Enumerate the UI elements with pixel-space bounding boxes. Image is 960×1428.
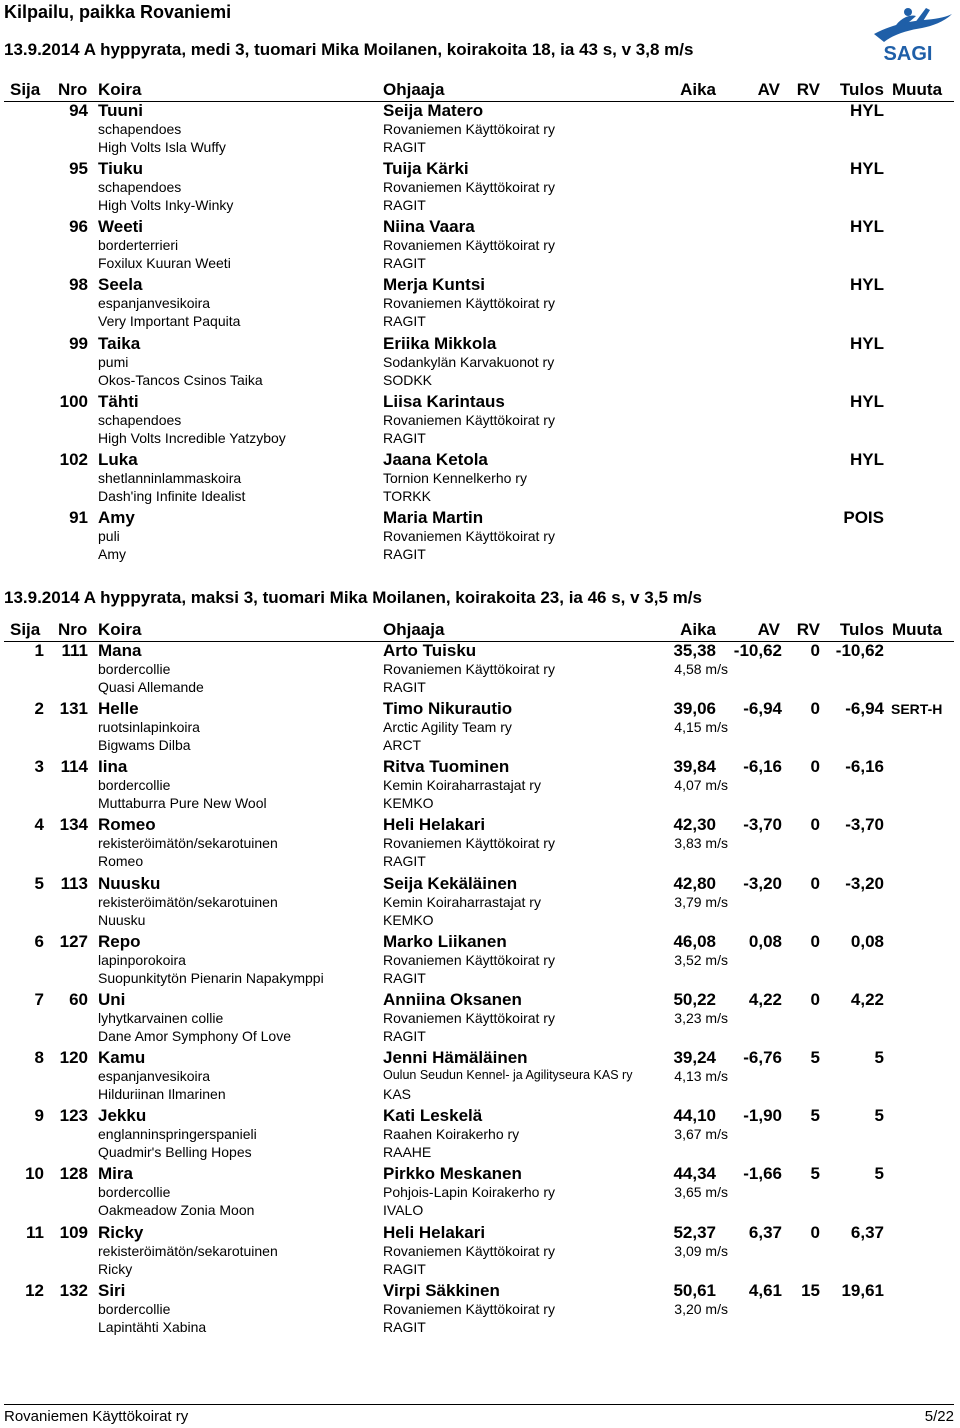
column-header-nro: Nro xyxy=(58,620,88,639)
start-number: 131 xyxy=(59,699,88,719)
handler-club: Kemin Koiraharrastajat ry xyxy=(383,777,541,794)
handler-name: Virpi Säkkinen xyxy=(383,1280,500,1300)
handler-name: Kati Leskelä xyxy=(383,1106,483,1126)
speed: 3,79 m/s xyxy=(674,893,728,910)
dog-registered-name: Very Important Paquita xyxy=(98,313,241,330)
column-header-av: AV xyxy=(757,80,780,99)
time-faults: 4,61 xyxy=(748,1280,782,1300)
handler-club: Rovaniemen Käyttökoirat ry xyxy=(383,951,555,968)
dog-registered-name: Dane Amor Symphony Of Love xyxy=(98,1027,291,1044)
club-abbreviation: RAGIT xyxy=(383,853,426,870)
dog-registered-name: High Volts Incredible Yatzyboy xyxy=(98,429,286,446)
time-faults: -1,66 xyxy=(743,1164,782,1184)
dog-registered-name: Lapintähti Xabina xyxy=(98,1318,207,1335)
result: 5 xyxy=(874,1164,884,1184)
club-abbreviation: RAGIT xyxy=(383,139,426,155)
placement: 6 xyxy=(34,931,44,951)
speed: 4,07 m/s xyxy=(674,777,728,794)
start-number: 134 xyxy=(59,815,88,835)
column-header-rv: RV xyxy=(796,80,820,99)
start-number: 109 xyxy=(59,1222,88,1242)
start-number: 127 xyxy=(59,931,88,951)
club-abbreviation: RAGIT xyxy=(383,429,426,446)
club-abbreviation: KEMKO xyxy=(383,911,434,928)
logo-text: SAGI xyxy=(883,43,933,64)
placement: 11 xyxy=(26,1222,44,1242)
dog-registered-name: Nuusku xyxy=(98,911,146,928)
dog-breed: lyhytkarvainen collie xyxy=(98,1009,224,1026)
result-entry xyxy=(0,815,960,873)
dog-breed: bordercollie xyxy=(98,777,171,794)
result: HYL xyxy=(850,391,884,411)
time-faults: -6,76 xyxy=(743,1048,782,1068)
course-faults: 15 xyxy=(801,1280,820,1300)
placement: 2 xyxy=(34,699,44,719)
handler-name: Maria Martin xyxy=(383,508,484,528)
speed: 4,15 m/s xyxy=(674,719,728,736)
result: HYL xyxy=(850,217,884,237)
result-entry xyxy=(0,699,960,757)
course-faults: 5 xyxy=(810,1048,820,1068)
handler-name: Arto Tuisku xyxy=(383,641,477,660)
dog-name: Repo xyxy=(98,931,141,951)
placement: 3 xyxy=(34,757,44,777)
course-faults: 0 xyxy=(810,815,820,835)
start-number: 114 xyxy=(60,757,88,777)
handler-name: Seija Kekäläinen xyxy=(383,873,518,893)
dog-breed: rekisteröimätön/sekarotuinen xyxy=(98,835,278,852)
time-faults: 0,08 xyxy=(748,931,782,951)
result-entry xyxy=(0,275,960,333)
dog-registered-name: Suopunkitytön Pienarin Napakymppi xyxy=(98,969,324,986)
result-entry xyxy=(0,217,960,275)
handler-name: Jenni Hämäläinen xyxy=(383,1048,528,1068)
result-entry xyxy=(0,990,960,1048)
dog-name: Seela xyxy=(98,275,143,295)
dog-registered-name: Foxilux Kuuran Weeti xyxy=(98,255,231,272)
handler-club: Rovaniemen Käyttökoirat ry xyxy=(383,237,555,254)
handler-club: Rovaniemen Käyttökoirat ry xyxy=(383,661,555,677)
club-abbreviation: RAGIT xyxy=(383,1260,426,1277)
result-entry xyxy=(0,1223,960,1281)
course-faults: 0 xyxy=(810,931,820,951)
result-entry xyxy=(0,1164,960,1222)
time: 44,34 xyxy=(673,1164,716,1184)
speed: 3,67 m/s xyxy=(674,1126,728,1143)
handler-name: Ritva Tuominen xyxy=(383,757,510,777)
note: SERT-H xyxy=(891,701,943,718)
dog-registered-name: Amy xyxy=(98,546,126,563)
time-faults: -1,90 xyxy=(743,1106,782,1126)
result-entry xyxy=(0,757,960,815)
club-abbreviation: RAGIT xyxy=(383,197,426,214)
result-entry xyxy=(0,334,960,392)
section-title: 13.9.2014 A hyppyrata, maksi 3, tuomari Mika Moilanen, koirakoita 23, ia 46 s, v 3,5 m/s xyxy=(4,588,702,607)
start-number: 95 xyxy=(69,159,88,179)
start-number: 91 xyxy=(69,508,88,528)
start-number: 132 xyxy=(59,1280,88,1300)
start-number: 113 xyxy=(60,873,88,893)
result: HYL xyxy=(850,333,884,353)
sagi-logo xyxy=(864,4,954,64)
club-abbreviation: RAGIT xyxy=(383,679,426,695)
handler-name: Liisa Karintaus xyxy=(383,391,505,411)
club-abbreviation: RAGIT xyxy=(383,313,426,330)
result: POIS xyxy=(843,508,884,528)
dog-registered-name: Ricky xyxy=(98,1260,133,1277)
time: 39,24 xyxy=(673,1048,716,1068)
time: 42,80 xyxy=(673,873,716,893)
dog-name: Mana xyxy=(98,641,142,660)
dog-name: Iina xyxy=(98,757,128,777)
result: -6,16 xyxy=(845,757,884,777)
club-abbreviation: RAGIT xyxy=(383,255,426,272)
speed: 3,65 m/s xyxy=(674,1184,728,1201)
result: 0,08 xyxy=(850,931,884,951)
column-header-nro: Nro xyxy=(58,80,88,99)
speed: 3,23 m/s xyxy=(674,1009,728,1026)
column-header-rv: RV xyxy=(796,620,820,639)
dog-breed: borderterrieri xyxy=(98,237,179,254)
club-abbreviation: KAS xyxy=(383,1086,412,1103)
time-faults: -3,20 xyxy=(743,873,782,893)
handler-name: Pirkko Meskanen xyxy=(383,1164,522,1184)
club-abbreviation: ARCT xyxy=(383,737,422,754)
club-abbreviation: IVALO xyxy=(383,1202,424,1219)
column-header-row xyxy=(0,80,960,102)
dog-breed: bordercollie xyxy=(98,661,171,677)
time: 44,10 xyxy=(673,1106,716,1126)
club-abbreviation: RAGIT xyxy=(383,969,426,986)
handler-club: Rovaniemen Käyttökoirat ry xyxy=(383,121,555,137)
placement: 1 xyxy=(34,641,44,660)
dog-breed: bordercollie xyxy=(98,1184,171,1201)
placement: 8 xyxy=(34,1048,44,1068)
dog-name: Romeo xyxy=(98,815,156,835)
dog-breed: pumi xyxy=(98,353,129,370)
dog-registered-name: Muttaburra Pure New Wool xyxy=(98,795,267,812)
dog-breed: englanninspringerspanieli xyxy=(98,1126,257,1143)
time-faults: -6,16 xyxy=(743,757,782,777)
dog-registered-name: High Volts Isla Wuffy xyxy=(98,139,226,155)
start-number: 111 xyxy=(61,641,88,660)
handler-club: Rovaniemen Käyttökoirat ry xyxy=(383,179,555,196)
dog-name: Amy xyxy=(98,508,135,528)
result-entry xyxy=(0,101,960,159)
placement: 7 xyxy=(34,989,44,1009)
time: 46,08 xyxy=(673,931,716,951)
dog-name: Luka xyxy=(98,449,138,469)
course-faults: 0 xyxy=(810,641,820,660)
result-entry xyxy=(0,1281,960,1339)
speed: 3,52 m/s xyxy=(674,951,728,968)
column-header-aika: Aika xyxy=(680,620,716,639)
handler-club: Pohjois-Lapin Koirakerho ry xyxy=(383,1184,555,1201)
speed: 3,83 m/s xyxy=(674,835,728,852)
dog-registered-name: Bigwams Dilba xyxy=(98,737,191,754)
dog-name: Kamu xyxy=(98,1048,146,1068)
result: 19,61 xyxy=(841,1280,884,1300)
time-faults: 4,22 xyxy=(748,989,782,1009)
handler-club: Rovaniemen Käyttökoirat ry xyxy=(383,528,555,545)
result-entry xyxy=(0,450,960,508)
dog-breed: espanjanvesikoira xyxy=(98,1068,211,1085)
time-faults: 6,37 xyxy=(748,1222,782,1242)
dog-name: Nuusku xyxy=(98,873,161,893)
dog-name: Helle xyxy=(98,699,139,719)
course-faults: 5 xyxy=(810,1164,820,1184)
time-faults: -10,62 xyxy=(733,641,782,660)
start-number: 98 xyxy=(69,275,88,295)
result: 5 xyxy=(874,1048,884,1068)
dog-name: Ricky xyxy=(98,1222,144,1242)
dog-name: Taika xyxy=(98,333,141,353)
dog-name: Weeti xyxy=(98,217,144,237)
club-abbreviation: RAAHE xyxy=(383,1144,432,1161)
result: -3,70 xyxy=(845,815,884,835)
handler-name: Niina Vaara xyxy=(383,217,475,237)
start-number: 96 xyxy=(69,217,88,237)
start-number: 100 xyxy=(59,391,88,411)
result-entry xyxy=(0,159,960,217)
result: HYL xyxy=(850,159,884,179)
dog-breed: puli xyxy=(98,528,120,545)
time-faults: -6,94 xyxy=(743,699,782,719)
time: 39,06 xyxy=(673,699,716,719)
column-header-tulos: Tulos xyxy=(839,620,884,639)
club-abbreviation: KEMKO xyxy=(383,795,434,812)
dog-name: Uni xyxy=(98,989,126,1009)
result: 4,22 xyxy=(850,989,884,1009)
column-header-ohjaaja: Ohjaaja xyxy=(383,620,445,639)
handler-club: Rovaniemen Käyttökoirat ry xyxy=(383,1300,555,1317)
dog-name: Siri xyxy=(98,1280,126,1300)
handler-name: Timo Nikurautio xyxy=(383,699,513,719)
course-faults: 0 xyxy=(810,1222,820,1242)
dog-breed: rekisteröimätön/sekarotuinen xyxy=(98,893,278,910)
start-number: 102 xyxy=(59,449,88,469)
column-header-koira: Koira xyxy=(98,80,142,99)
handler-club: Rovaniemen Käyttökoirat ry xyxy=(383,1009,555,1026)
result-entry xyxy=(0,932,960,990)
dog-name: Tähti xyxy=(98,391,139,411)
dog-name: Mira xyxy=(98,1164,133,1184)
column-header-sija: Sija xyxy=(10,620,41,639)
start-number: 99 xyxy=(69,333,88,353)
result: HYL xyxy=(850,449,884,469)
handler-name: Tuija Kärki xyxy=(383,159,469,179)
placement: 4 xyxy=(34,815,44,835)
handler-name: Heli Helakari xyxy=(383,815,486,835)
dog-breed: schapendoes xyxy=(98,179,182,196)
club-abbreviation: TORKK xyxy=(383,487,431,504)
column-header-av: AV xyxy=(757,620,780,639)
column-header-tulos: Tulos xyxy=(839,80,884,99)
handler-name: Seija Matero xyxy=(383,101,484,120)
handler-name: Eriika Mikkola xyxy=(383,333,497,353)
speed: 3,09 m/s xyxy=(674,1242,728,1259)
dog-registered-name: Quadmir's Belling Hopes xyxy=(98,1144,252,1161)
column-header-aika: Aika xyxy=(680,80,716,99)
result-entry xyxy=(0,874,960,932)
handler-club: Rovaniemen Käyttökoirat ry xyxy=(383,295,555,312)
section-title: 13.9.2014 A hyppyrata, medi 3, tuomari Mika Moilanen, koirakoita 18, ia 43 s, v 3,8 m/s xyxy=(4,40,694,59)
dog-registered-name: Hilduriinan Ilmarinen xyxy=(98,1086,226,1103)
handler-club: Sodankylän Karvakuonot ry xyxy=(383,353,555,370)
footer-divider xyxy=(4,1404,954,1405)
dog-registered-name: High Volts Inky-Winky xyxy=(98,197,234,214)
column-header-muuta: Muuta xyxy=(892,80,943,99)
result-entry xyxy=(0,508,960,566)
time: 50,61 xyxy=(673,1280,716,1300)
time: 39,84 xyxy=(673,757,716,777)
handler-name: Marko Liikanen xyxy=(383,931,507,951)
placement: 12 xyxy=(25,1280,44,1300)
time: 42,30 xyxy=(673,815,716,835)
result: HYL xyxy=(850,275,884,295)
result: 6,37 xyxy=(850,1222,884,1242)
course-faults: 0 xyxy=(810,757,820,777)
handler-name: Heli Helakari xyxy=(383,1222,486,1242)
dog-registered-name: Okos-Tancos Csinos Taika xyxy=(98,371,263,388)
club-abbreviation: RAGIT xyxy=(383,1318,426,1335)
start-number: 128 xyxy=(59,1164,88,1184)
course-faults: 0 xyxy=(810,873,820,893)
placement: 10 xyxy=(25,1164,44,1184)
course-faults: 5 xyxy=(810,1106,820,1126)
page-number: 5/22 xyxy=(924,1408,954,1425)
result-entry xyxy=(0,641,960,699)
page-title: Kilpailu, paikka Rovaniemi xyxy=(4,2,232,22)
handler-name: Anniina Oksanen xyxy=(383,989,522,1009)
column-header-row xyxy=(0,620,960,642)
handler-club: Rovaniemen Käyttökoirat ry xyxy=(383,835,555,852)
course-faults: 0 xyxy=(810,699,820,719)
start-number: 94 xyxy=(69,101,88,120)
start-number: 60 xyxy=(69,989,88,1009)
dog-registered-name: Dash'ing Infinite Idealist xyxy=(98,487,246,504)
dog-name: Tuuni xyxy=(98,101,143,120)
result: -3,20 xyxy=(845,873,884,893)
speed: 4,13 m/s xyxy=(674,1068,728,1085)
speed: 3,20 m/s xyxy=(674,1300,728,1317)
time-faults: -3,70 xyxy=(743,815,782,835)
result: HYL xyxy=(850,101,884,120)
dog-breed: shetlanninlammaskoira xyxy=(98,469,242,486)
handler-name: Jaana Ketola xyxy=(383,449,488,469)
placement: 5 xyxy=(34,873,44,893)
club-abbreviation: SODKK xyxy=(383,371,433,388)
handler-club: Oulun Seudun Kennel- ja Agilityseura KAS ry xyxy=(383,1068,633,1083)
placement: 9 xyxy=(34,1106,44,1126)
handler-name: Merja Kuntsi xyxy=(383,275,486,295)
speed: 4,58 m/s xyxy=(674,661,728,677)
time: 35,38 xyxy=(673,641,716,660)
club-abbreviation: RAGIT xyxy=(383,546,426,563)
result-entry xyxy=(0,1048,960,1106)
dog-breed: bordercollie xyxy=(98,1300,171,1317)
dog-breed: espanjanvesikoira xyxy=(98,295,211,312)
start-number: 120 xyxy=(59,1048,88,1068)
handler-club: Tornion Kennelkerho ry xyxy=(383,469,527,486)
handler-club: Rovaniemen Käyttökoirat ry xyxy=(383,411,555,428)
club-abbreviation: RAGIT xyxy=(383,1027,426,1044)
column-header-ohjaaja: Ohjaaja xyxy=(383,80,445,99)
dog-breed: lapinporokoira xyxy=(98,951,186,968)
time: 52,37 xyxy=(673,1222,716,1242)
handler-club: Kemin Koiraharrastajat ry xyxy=(383,893,541,910)
handler-club: Raahen Koirakerho ry xyxy=(383,1126,520,1143)
result-entry xyxy=(0,392,960,450)
handler-club: Arctic Agility Team ry xyxy=(383,719,512,736)
dog-registered-name: Quasi Allemande xyxy=(98,679,204,695)
dog-breed: schapendoes xyxy=(98,121,182,137)
result: 5 xyxy=(874,1106,884,1126)
start-number: 123 xyxy=(59,1106,88,1126)
course-faults: 0 xyxy=(810,989,820,1009)
result: -10,62 xyxy=(835,641,884,660)
dog-breed: ruotsinlapinkoira xyxy=(98,719,200,736)
column-header-koira: Koira xyxy=(98,620,142,639)
dog-breed: rekisteröimätön/sekarotuinen xyxy=(98,1242,278,1259)
time: 50,22 xyxy=(673,989,716,1009)
result-entry xyxy=(0,1106,960,1164)
column-header-sija: Sija xyxy=(10,80,41,99)
dog-name: Jekku xyxy=(98,1106,147,1126)
handler-club: Rovaniemen Käyttökoirat ry xyxy=(383,1242,555,1259)
dog-registered-name: Romeo xyxy=(98,853,144,870)
dog-breed: schapendoes xyxy=(98,411,182,428)
result: -6,94 xyxy=(845,699,884,719)
footer-club: Rovaniemen Käyttökoirat ry xyxy=(4,1408,189,1425)
dog-registered-name: Oakmeadow Zonia Moon xyxy=(98,1202,255,1219)
dog-name: Tiuku xyxy=(98,159,144,179)
column-header-muuta: Muuta xyxy=(892,620,943,639)
